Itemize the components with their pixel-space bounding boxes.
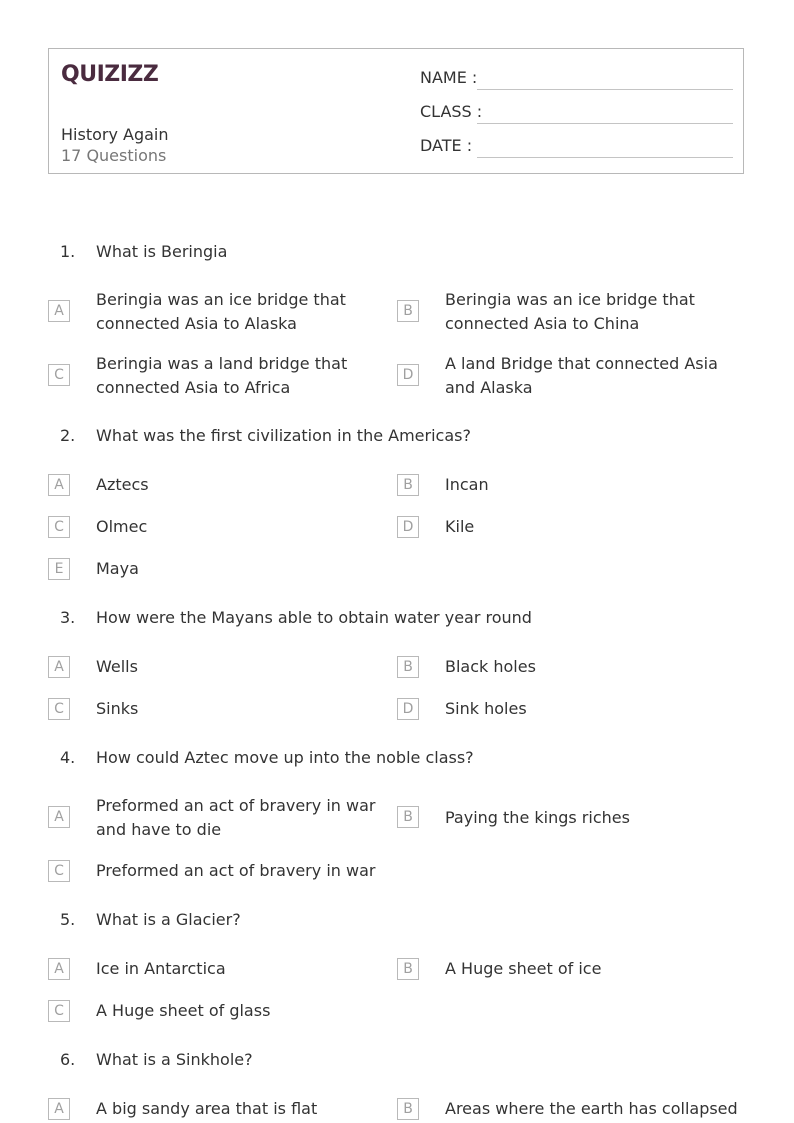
question-text: How could Aztec move up into the noble class?	[96, 748, 474, 767]
question-text: What is a Glacier?	[96, 910, 241, 929]
option-letter-box[interactable]: B	[397, 806, 419, 828]
option-text: Sinks	[96, 699, 139, 718]
name-label: NAME :	[420, 68, 478, 87]
quizizz-logo	[61, 59, 171, 87]
option-letter-box[interactable]: C	[48, 860, 70, 882]
option-text: Preformed an act of bravery in war and have to die	[96, 796, 376, 839]
question-text: What was the first civilization in the Americas?	[96, 426, 471, 445]
option-letter-box[interactable]: B	[397, 474, 419, 496]
option-letter-box[interactable]: B	[397, 656, 419, 678]
option-letter-box[interactable]: C	[48, 1000, 70, 1022]
option-text: Areas where the earth has collapsed	[445, 1099, 738, 1118]
option-text: Kile	[445, 517, 475, 536]
class-label: CLASS :	[420, 102, 483, 121]
option-letter-box[interactable]: B	[397, 300, 419, 322]
question-count: 17 Questions	[61, 146, 167, 165]
option-letter-box[interactable]: D	[397, 364, 419, 386]
option-text: Incan	[445, 475, 489, 494]
option-letter-box[interactable]: D	[397, 516, 419, 538]
question-number: 6.	[60, 1050, 76, 1069]
option-text: Preformed an act of bravery in war	[96, 861, 376, 880]
worksheet-header	[48, 48, 744, 174]
class-line[interactable]	[477, 123, 733, 124]
option-text: Sink holes	[445, 699, 527, 718]
option-text: Wells	[96, 657, 138, 676]
option-letter-box[interactable]: E	[48, 558, 70, 580]
option-text: Beringia was a land bridge that connected Asia to Africa	[96, 354, 348, 397]
option-text: Maya	[96, 559, 139, 578]
option-letter-box[interactable]: A	[48, 806, 70, 828]
option-letter-box[interactable]: A	[48, 958, 70, 980]
option-letter-box[interactable]: C	[48, 364, 70, 386]
question-number: 2.	[60, 426, 76, 445]
option-letter-box[interactable]: A	[48, 656, 70, 678]
question-text: How were the Mayans able to obtain water year round	[96, 608, 532, 627]
date-line[interactable]	[477, 157, 733, 158]
option-letter-box[interactable]: A	[48, 1098, 70, 1120]
date-label: DATE :	[420, 136, 473, 155]
option-letter-box[interactable]: A	[48, 474, 70, 496]
question-text: What is Beringia	[96, 242, 228, 261]
option-text: Beringia was an ice bridge that connected Asia to Alaska	[96, 290, 346, 333]
question-number: 3.	[60, 608, 76, 627]
option-text: Beringia was an ice bridge that connected Asia to China	[445, 290, 695, 333]
name-line[interactable]	[477, 89, 733, 90]
question-number: 5.	[60, 910, 76, 929]
option-letter-box[interactable]: B	[397, 1098, 419, 1120]
option-text: A Huge sheet of ice	[445, 959, 602, 978]
option-letter-box[interactable]: C	[48, 698, 70, 720]
option-text: A big sandy area that is flat	[96, 1099, 318, 1118]
option-text: Olmec	[96, 517, 148, 536]
question-number: 4.	[60, 748, 76, 767]
option-text: A land Bridge that connected Asia and Alaska	[445, 354, 718, 397]
option-letter-box[interactable]: B	[397, 958, 419, 980]
option-letter-box[interactable]: C	[48, 516, 70, 538]
svg-text:QUIZIZZ: QUIZIZZ	[61, 62, 159, 87]
option-text: Ice in Antarctica	[96, 959, 226, 978]
option-text: Black holes	[445, 657, 536, 676]
option-letter-box[interactable]: D	[397, 698, 419, 720]
option-text: Paying the kings riches	[445, 808, 630, 827]
option-letter-box[interactable]: A	[48, 300, 70, 322]
option-text: Aztecs	[96, 475, 149, 494]
question-text: What is a Sinkhole?	[96, 1050, 253, 1069]
question-number: 1.	[60, 242, 76, 261]
option-text: A Huge sheet of glass	[96, 1001, 271, 1020]
worksheet-title: History Again	[61, 125, 169, 144]
